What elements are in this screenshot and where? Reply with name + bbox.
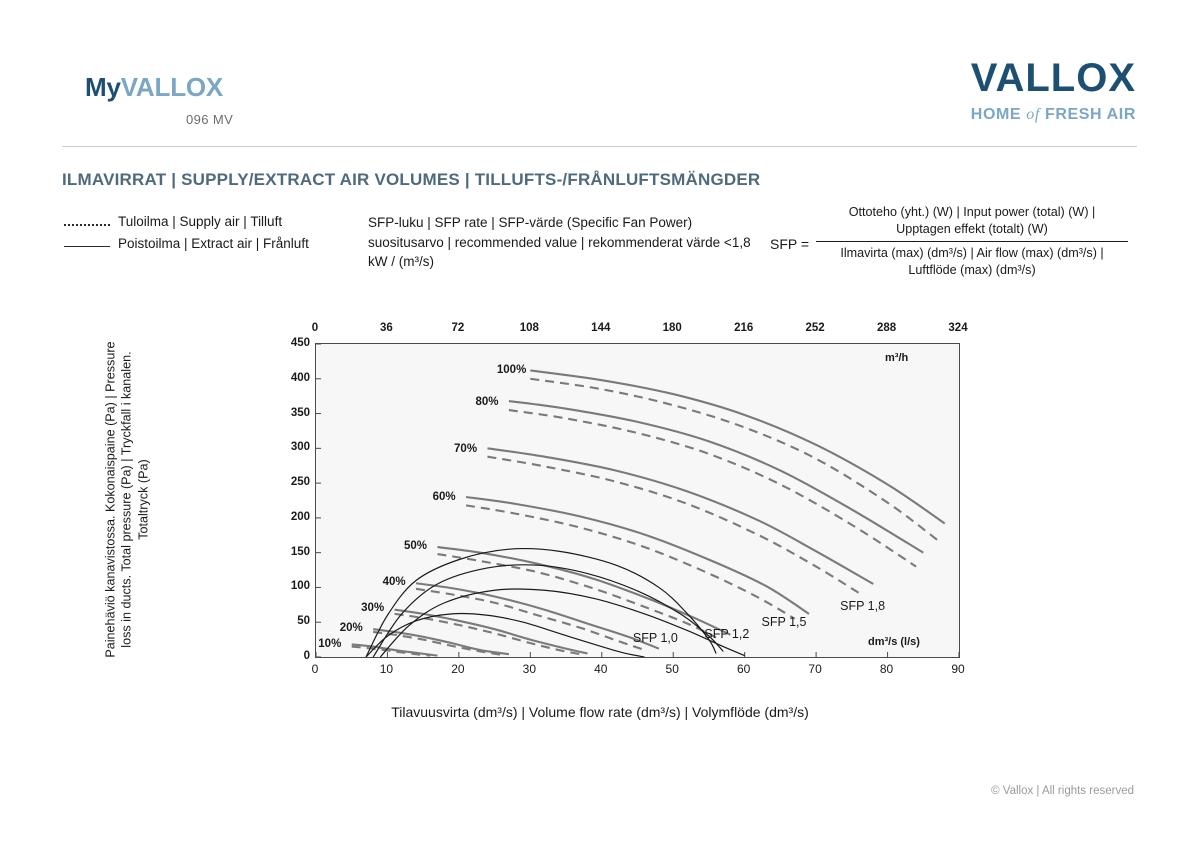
x-bottom-tick-label: 20: [451, 662, 465, 676]
brand-name: VALLOX: [970, 56, 1136, 100]
fan-speed-label: 70%: [454, 442, 478, 455]
x-top-tick-label: 180: [662, 322, 682, 334]
brand-tagline-fresh-air: FRESH AIR: [1044, 106, 1136, 123]
y-tick-label: 100: [290, 580, 310, 593]
myvallox-logo-vallox: VALLOX: [120, 72, 224, 102]
sfp-numerator-line-1: Ottoteho (yht.) (W) | Input power (total) (W) |: [848, 205, 1096, 219]
y-tick-label: 150: [290, 545, 310, 558]
x-axis-bottom-ticks: [311, 662, 965, 680]
sfp-formula-equals: SFP =: [770, 236, 810, 252]
brand-tagline-of: of: [1026, 106, 1040, 123]
sfp-formula-denominator: [816, 245, 1128, 279]
y-tick-label: 450: [290, 337, 310, 349]
fan-performance-chart: [0, 300, 1200, 720]
x-top-tick-label: 324: [948, 322, 968, 334]
sfp-label: SFP 1,5: [761, 615, 807, 630]
y-tick-label: 200: [290, 510, 310, 523]
x-top-tick-label: 36: [380, 322, 393, 334]
legend-item-label: Poistoilma | Extract air | Frånluft: [118, 236, 309, 251]
fan-speed-label: 10%: [318, 638, 342, 651]
fan-speed-label: 50%: [404, 540, 428, 553]
x-bottom-tick-label: 50: [665, 662, 679, 676]
x-top-tick-label: 108: [519, 322, 539, 334]
solid-line-icon: [64, 246, 110, 247]
chart-curve: [530, 379, 937, 540]
x-axis-bottom-unit: dm³/s (l/s): [868, 636, 920, 648]
fan-speed-label: 40%: [382, 576, 406, 589]
x-top-tick-label: 252: [805, 322, 825, 334]
x-bottom-tick-label: 90: [951, 662, 965, 676]
sfp-formula-numerator: [816, 204, 1128, 238]
sfp-label: SFP 1,2: [704, 627, 750, 642]
x-bottom-tick-label: 70: [808, 662, 822, 676]
fan-speed-label: 80%: [475, 396, 499, 409]
legend-item: [64, 214, 354, 236]
fan-speed-label: 100%: [496, 364, 527, 377]
y-tick-label: 400: [290, 371, 310, 384]
sfp-denominator-line-1: Ilmavirta (max) (dm³/s) | Air flow (max) (dm³/s) |: [840, 246, 1104, 260]
y-tick-label: 300: [290, 441, 310, 454]
y-tick-label: 50: [297, 615, 310, 628]
chart-curve: [509, 410, 916, 567]
fan-speed-label: 20%: [339, 621, 363, 634]
copyright-footer: © Vallox | All rights reserved: [991, 785, 1134, 797]
x-bottom-tick-label: 0: [311, 662, 319, 676]
fraction-bar: [816, 241, 1128, 242]
header-divider: [62, 146, 1137, 147]
x-top-tick-label: 0: [311, 322, 319, 334]
x-bottom-tick-label: 10: [379, 662, 394, 676]
chart-curve: [487, 448, 873, 584]
x-top-tick-label: 288: [876, 322, 897, 334]
chart-curve: [352, 647, 431, 656]
x-bottom-tick-label: 40: [594, 662, 608, 676]
y-tick-label: 350: [290, 406, 310, 419]
sfp-label: SFP 1,0: [632, 631, 678, 646]
dashed-line-icon: [64, 224, 110, 226]
x-top-tick-label: 72: [451, 322, 465, 334]
vallox-brand-logo: [971, 58, 1136, 124]
page-title: ILMAVIRRAT | SUPPLY/EXTRACT AIR VOLUMES | TILLUFTS-/FRÅNLUFTSMÄNGDER: [62, 170, 761, 189]
legend-item: [64, 236, 354, 258]
x-axis-top-unit: m³/h: [885, 352, 909, 364]
myvallox-logo-my: My: [85, 72, 121, 102]
myvallox-logo: [85, 72, 223, 103]
y-tick-label: 0: [303, 650, 310, 662]
sfp-numerator-line-2: Upptagen effekt (totalt) (W): [896, 222, 1048, 236]
sfp-denominator-line-2: Luftflöde (max) (dm³/s): [908, 263, 1036, 277]
x-axis-title: Tilavuusvirta (dm³/s) | Volume flow rate (dm³/s) | Volymflöde (dm³/s): [391, 704, 809, 720]
x-top-tick-label: 216: [734, 322, 754, 334]
sfp-formula-fraction: [816, 204, 1128, 279]
chart-curve: [352, 644, 438, 655]
fan-speed-label: 60%: [432, 490, 456, 503]
sfp-label: SFP 1,8: [840, 599, 886, 614]
product-model: 096 MV: [186, 112, 234, 127]
brand-tagline-home: HOME: [970, 106, 1022, 123]
x-top-tick-label: 144: [591, 322, 611, 334]
x-bottom-tick-label: 30: [522, 662, 537, 676]
legend: [64, 214, 354, 258]
y-tick-label: 250: [290, 476, 310, 489]
x-axis-top-ticks: [311, 322, 968, 340]
sfp-recommendation-note: SFP-luku | SFP rate | SFP-värde (Specific Fan Power) suositusarvo | recommended value | rekommenderat värde <1,8 kW / (m³/s): [368, 215, 751, 270]
legend-item-label: Tuloilma | Supply air | Tilluft: [118, 214, 283, 229]
page-header: [0, 0, 1200, 140]
x-bottom-tick-label: 80: [879, 662, 894, 676]
x-bottom-tick-label: 60: [736, 662, 751, 676]
fan-speed-label: 30%: [361, 602, 385, 615]
brand-tagline: [971, 106, 1136, 124]
y-axis-ticks: [262, 337, 310, 662]
y-axis-title: Painehäviö kanavistossa. Kokonaispaine (Pa) | Pressure loss in ducts. Total pressure (Pa) | Tryckfall i kanalen. Totaltryck (Pa): [103, 341, 151, 658]
